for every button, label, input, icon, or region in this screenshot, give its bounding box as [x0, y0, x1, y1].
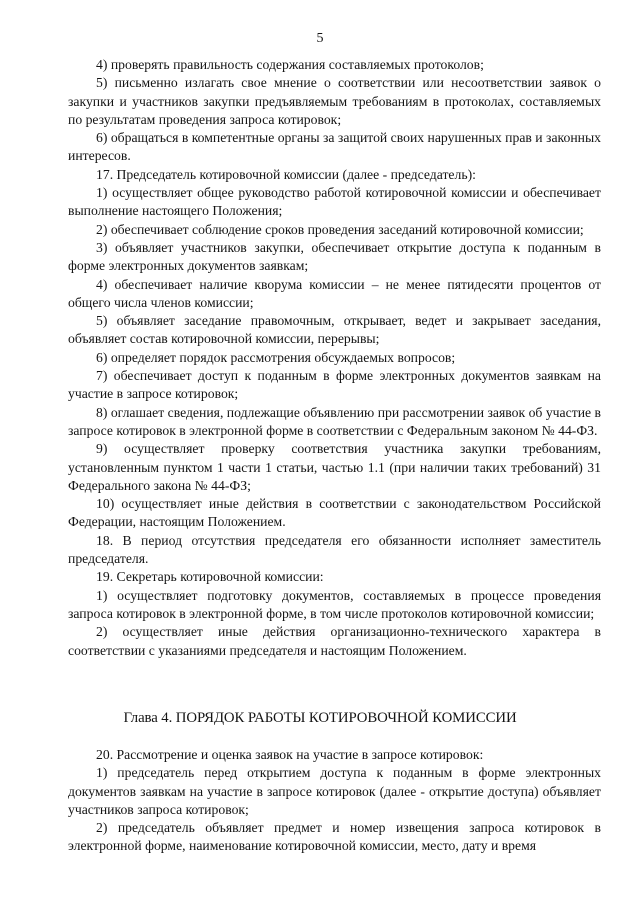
paragraph: 4) проверять правильность содержания составляемых протоколов; [96, 57, 484, 72]
paragraph: 2) осуществляет иные действия организационно-технического характера в соответствии с указаниями председателя и настоящим Положением. [68, 624, 601, 658]
paragraph: 1) председатель перед открытием доступа к поданным в форме электронных документов заявкам на участие в запросе котировок (далее - открытие доступа) объявляет участников запроса котировок; [68, 765, 601, 817]
document-body-bottom [68, 746, 601, 856]
paragraph: 3) объявляет участников закупки, обеспечивает открытие доступа к поданным в форме электронных документов заявкам; [68, 239, 601, 274]
paragraph: 5) письменно излагать свое мнение о соответствии или несоответствии заявок о закупки и участников закупки предъявляемым требованиям в протоколах, составляемых по результатам проведения запроса котировок; [68, 75, 601, 127]
chapter-heading: Глава 4. ПОРЯДОК РАБОТЫ КОТИРОВОЧНОЙ КОМИССИИ [123, 710, 517, 726]
paragraph: 19. Секретарь котировочной комиссии: [96, 569, 324, 585]
paragraph: 6) обращаться в компетентные органы за защитой своих нарушенных прав и законных интересов. [68, 130, 602, 164]
page-number: 5 [316, 31, 324, 46]
paragraph: 2) обеспечивает соблюдение сроков проведения заседаний котировочной комиссии; [96, 221, 584, 237]
paragraph: 1) осуществляет подготовку документов, составляемых в процессе проведения запроса котировок в электронной форме, в том числе протоколов котировочной комиссии; [68, 587, 601, 621]
paragraph: 5) объявляет заседание правомочным, открывает, ведет и закрывает заседания, объявляет состав котировочной комиссии, перерывы; [68, 313, 601, 347]
paragraph: 7) обеспечивает доступ к поданным в форме электронных документов заявкам на участие в запросе котировок; [68, 368, 601, 402]
paragraph: 10) осуществляет иные действия в соответствии с законодательством Российской Федерации, настоящим Положением. [68, 496, 601, 530]
paragraph: 6) определяет порядок рассмотрения обсуждаемых вопросов; [96, 349, 456, 365]
paragraph: 1) осуществляет общее руководство работой котировочной комиссии и обеспечивает выполнение настоящего Положения; [68, 185, 601, 219]
paragraph: 2) председатель объявляет предмет и номер извещения запроса котировок в электронной форме, наименование котировочной комиссии, место, дату и время [68, 820, 601, 854]
paragraph: 18. В период отсутствия председателя его обязанности исполняет заместитель председателя. [68, 532, 601, 567]
document-body-top [68, 56, 601, 660]
paragraph: 20. Рассмотрение и оценка заявок на участие в запросе котировок: [96, 747, 484, 762]
paragraph: 4) обеспечивает наличие кворума комиссии – не менее пятидесяти процентов от общего числа членов комиссии; [68, 276, 601, 310]
paragraph: 9) осуществляет проверку соответствия участника закупки требованиям, установленным пунктом 1 части 1 статьи, частью 1.1 (при наличии таких требований) 31 Федерального закона № 44-ФЗ; [68, 441, 601, 493]
paragraph: 8) оглашает сведения, подлежащие объявлению при рассмотрении заявок об участие в запросе котировок в электронной форме в соответствии с Федеральным законом № 44-ФЗ. [68, 404, 601, 438]
paragraph: 17. Председатель котировочной комиссии (далее - председатель): [96, 166, 476, 182]
